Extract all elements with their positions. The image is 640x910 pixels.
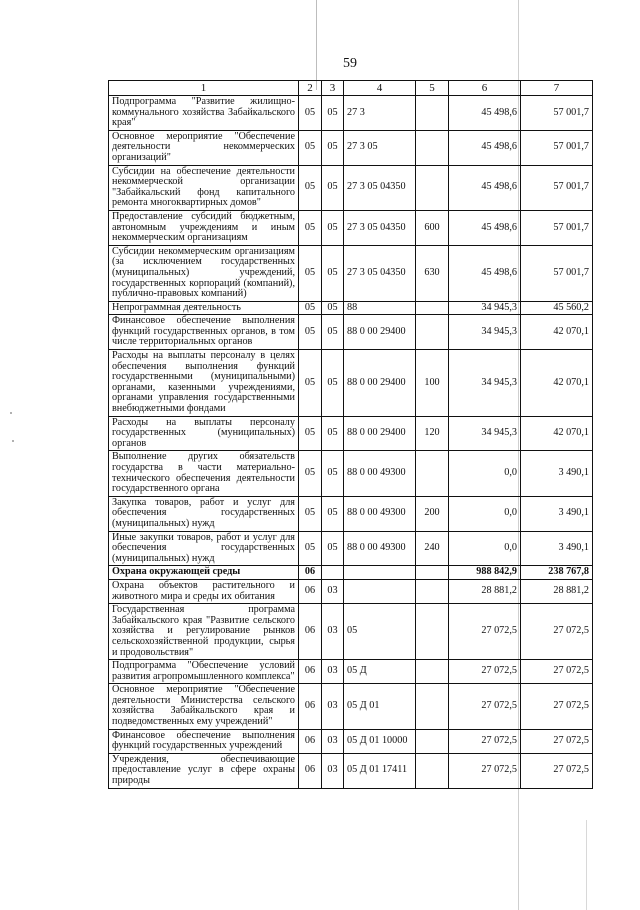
target-item-code-cell: 88 0 00 49300 [344,496,416,531]
table-row [109,350,593,417]
amount-col6-cell: 0,0 [449,496,521,531]
subsection-code-cell: 05 [322,165,344,210]
page-number: 59 [343,56,357,71]
target-item-code-cell: 27 3 [344,96,416,131]
section-code-cell: 05 [299,96,322,131]
subsection-code-cell: 05 [322,245,344,301]
section-code-cell: 05 [299,496,322,531]
amount-col7-cell: 238 767,8 [521,566,593,580]
expense-type-code-cell [416,315,449,350]
target-item-code-cell: 88 0 00 49300 [344,451,416,496]
subsection-code-cell: 03 [322,684,344,729]
subsection-code-cell: 05 [322,451,344,496]
amount-col6-cell: 27 072,5 [449,660,521,684]
target-item-code-cell: 88 [344,301,416,315]
amount-col6-cell: 34 945,3 [449,416,521,451]
scan-artifact-dot [10,412,12,414]
table-row [109,660,593,684]
row-name-cell: Непрограммная деятельность [109,301,299,315]
section-code-cell: 06 [299,579,322,603]
expense-type-code-cell: 240 [416,531,449,566]
expense-type-code-cell [416,130,449,165]
section-code-cell: 05 [299,350,322,417]
target-item-code-cell: 05 Д [344,660,416,684]
amount-col6-cell: 0,0 [449,531,521,566]
amount-col7-cell: 3 490,1 [521,451,593,496]
amount-col6-cell: 45 498,6 [449,130,521,165]
target-item-code-cell: 27 3 05 04350 [344,165,416,210]
column-header: 5 [416,81,449,96]
amount-col6-cell: 0,0 [449,451,521,496]
row-name-cell: Подпрограмма "Развитие жилищно-коммунального хозяйства Забайкальского края" [109,96,299,131]
subsection-code-cell: 03 [322,729,344,753]
column-header-row [109,81,593,96]
amount-col7-cell: 57 001,7 [521,210,593,245]
scan-artifact-line [586,820,587,910]
expense-type-code-cell: 100 [416,350,449,417]
column-header: 3 [322,81,344,96]
amount-col7-cell: 27 072,5 [521,753,593,788]
target-item-code-cell: 88 0 00 29400 [344,416,416,451]
table-row [109,684,593,729]
table-row [109,301,593,315]
scan-artifact-line [316,0,317,90]
expense-type-code-cell: 600 [416,210,449,245]
column-header: 2 [299,81,322,96]
expense-type-code-cell: 120 [416,416,449,451]
expense-type-code-cell: 630 [416,245,449,301]
amount-col7-cell: 57 001,7 [521,130,593,165]
section-code-cell: 05 [299,315,322,350]
row-name-cell: Подпрограмма "Обеспечение условий развития агропромышленного комплекса" [109,660,299,684]
amount-col7-cell: 3 490,1 [521,531,593,566]
subsection-code-cell: 05 [322,210,344,245]
amount-col7-cell: 57 001,7 [521,245,593,301]
expense-type-code-cell [416,451,449,496]
expense-type-code-cell [416,684,449,729]
amount-col7-cell: 57 001,7 [521,165,593,210]
amount-col6-cell: 45 498,6 [449,96,521,131]
amount-col6-cell: 45 498,6 [449,245,521,301]
row-name-cell: Основное мероприятие "Обеспечение деятельности Министерства сельского хозяйства Забайкальского края и подведомственных ему учреждений" [109,684,299,729]
subsection-code-cell: 03 [322,579,344,603]
target-item-code-cell: 88 0 00 49300 [344,531,416,566]
subsection-code-cell: 05 [322,531,344,566]
target-item-code-cell: 05 [344,604,416,660]
amount-col7-cell: 42 070,1 [521,416,593,451]
expense-type-code-cell: 200 [416,496,449,531]
row-name-cell: Финансовое обеспечение выполнения функций государственных органов, в том числе территориальных органов [109,315,299,350]
section-code-cell: 06 [299,753,322,788]
expense-type-code-cell [416,753,449,788]
amount-col6-cell: 34 945,3 [449,350,521,417]
section-code-cell: 06 [299,660,322,684]
subsection-code-cell [322,566,344,580]
subsection-code-cell: 05 [322,301,344,315]
target-item-code-cell [344,566,416,580]
table-row [109,579,593,603]
row-name-cell: Охрана окружающей среды [109,566,299,580]
table-row [109,729,593,753]
row-name-cell: Основное мероприятие "Обеспечение деятельности некоммерческих организаций" [109,130,299,165]
amount-col7-cell: 42 070,1 [521,350,593,417]
column-header: 4 [344,81,416,96]
amount-col7-cell: 27 072,5 [521,729,593,753]
subsection-code-cell: 03 [322,660,344,684]
row-name-cell: Государственная программа Забайкальского края "Развитие сельского хозяйства и регулирование рынков сельскохозяйственной продукции, сырья и продовольствия" [109,604,299,660]
subsection-code-cell: 05 [322,350,344,417]
target-item-code-cell: 05 Д 01 17411 [344,753,416,788]
section-code-cell: 05 [299,130,322,165]
section-code-cell: 06 [299,684,322,729]
row-name-cell: Охрана объектов растительного и животного мира и среды их обитания [109,579,299,603]
expense-type-code-cell [416,566,449,580]
amount-col7-cell: 28 881,2 [521,579,593,603]
table-row [109,604,593,660]
row-name-cell: Расходы на выплаты персоналу в целях обеспечения выполнения функций государственными (муниципальными) органами, казенными учреждениями, органами управления государственными внебюджетными фондами [109,350,299,417]
table-row [109,96,593,131]
amount-col7-cell: 27 072,5 [521,604,593,660]
amount-col6-cell: 28 881,2 [449,579,521,603]
table-row [109,531,593,566]
target-item-code-cell: 05 Д 01 10000 [344,729,416,753]
row-name-cell: Иные закупки товаров, работ и услуг для обеспечения государственных (муниципальных) нужд [109,531,299,566]
table-row [109,416,593,451]
target-item-code-cell: 27 3 05 04350 [344,245,416,301]
section-code-cell: 05 [299,531,322,566]
scan-artifact-dot [12,440,14,442]
row-name-cell: Финансовое обеспечение выполнения функций государственных учреждений [109,729,299,753]
expense-type-code-cell [416,165,449,210]
column-header: 6 [449,81,521,96]
expense-type-code-cell [416,579,449,603]
section-code-cell: 05 [299,416,322,451]
amount-col7-cell: 57 001,7 [521,96,593,131]
expense-type-code-cell [416,301,449,315]
row-name-cell: Закупка товаров, работ и услуг для обеспечения государственных (муниципальных) нужд [109,496,299,531]
row-name-cell: Субсидии на обеспечение деятельности некоммерческой организации "Забайкальский фонд капитального ремонта многоквартирных домов" [109,165,299,210]
amount-col6-cell: 988 842,9 [449,566,521,580]
subsection-code-cell: 05 [322,315,344,350]
table-row [109,130,593,165]
amount-col7-cell: 45 560,2 [521,301,593,315]
row-name-cell: Предоставление субсидий бюджетным, автономным учреждениям и иным некоммерческим организациям [109,210,299,245]
section-code-cell: 05 [299,210,322,245]
amount-col6-cell: 27 072,5 [449,684,521,729]
amount-col7-cell: 3 490,1 [521,496,593,531]
amount-col7-cell: 27 072,5 [521,660,593,684]
row-name-cell: Расходы на выплаты персоналу государственных (муниципальных) органов [109,416,299,451]
amount-col7-cell: 27 072,5 [521,684,593,729]
section-code-cell: 05 [299,301,322,315]
amount-col6-cell: 45 498,6 [449,210,521,245]
table-row [109,245,593,301]
subsection-code-cell: 05 [322,416,344,451]
subsection-code-cell: 03 [322,604,344,660]
amount-col6-cell: 34 945,3 [449,301,521,315]
subsection-code-cell: 05 [322,130,344,165]
subsection-code-cell: 05 [322,496,344,531]
amount-col6-cell: 27 072,5 [449,729,521,753]
target-item-code-cell: 88 0 00 29400 [344,315,416,350]
row-name-cell: Выполнение других обязательств государства в части материально-технического обеспечения деятельности государственного органа [109,451,299,496]
budget-table [108,80,593,789]
subsection-code-cell: 05 [322,96,344,131]
section-code-cell: 06 [299,604,322,660]
section-code-cell: 06 [299,566,322,580]
expense-type-code-cell [416,604,449,660]
amount-col7-cell: 42 070,1 [521,315,593,350]
section-code-cell: 06 [299,729,322,753]
amount-col6-cell: 34 945,3 [449,315,521,350]
table-row [109,753,593,788]
row-name-cell: Субсидии некоммерческим организациям (за исключением государственных (муниципальных) учреждений, государственных корпораций (компаний), публично-правовых компаний) [109,245,299,301]
table-row [109,566,593,580]
amount-col6-cell: 27 072,5 [449,604,521,660]
section-code-cell: 05 [299,165,322,210]
expense-type-code-cell [416,729,449,753]
table-row [109,315,593,350]
target-item-code-cell: 88 0 00 29400 [344,350,416,417]
table-row [109,165,593,210]
column-header: 1 [109,81,299,96]
row-name-cell: Учреждения, обеспечивающие предоставление услуг в сфере охраны природы [109,753,299,788]
table-row [109,451,593,496]
target-item-code-cell [344,579,416,603]
expense-type-code-cell [416,660,449,684]
target-item-code-cell: 27 3 05 04350 [344,210,416,245]
amount-col6-cell: 45 498,6 [449,165,521,210]
section-code-cell: 05 [299,245,322,301]
table-row [109,210,593,245]
table-row [109,496,593,531]
target-item-code-cell: 27 3 05 [344,130,416,165]
subsection-code-cell: 03 [322,753,344,788]
expense-type-code-cell [416,96,449,131]
section-code-cell: 05 [299,451,322,496]
amount-col6-cell: 27 072,5 [449,753,521,788]
column-header: 7 [521,81,593,96]
target-item-code-cell: 05 Д 01 [344,684,416,729]
